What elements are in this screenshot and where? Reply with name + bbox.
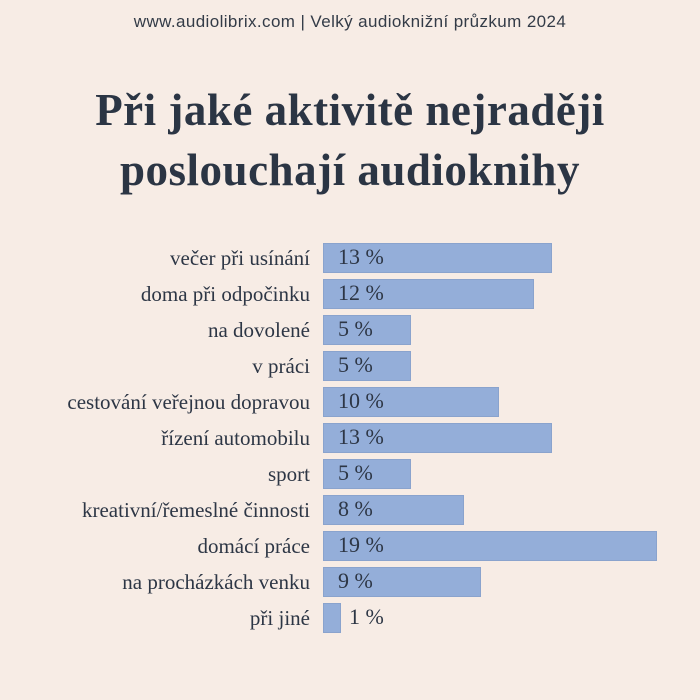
bar-value-label: 13 %: [338, 243, 384, 269]
bar-row-label: na procházkách venku: [122, 569, 310, 594]
header-text: www.audiolibrix.com | Velký audioknižní průzkum 2024: [133, 12, 567, 31]
bar-row-label: doma při odpočinku: [140, 281, 310, 306]
bar-track: [323, 243, 700, 273]
bar-row: [0, 312, 700, 348]
bar-row-label: sport: [268, 461, 310, 486]
bar-row: [0, 456, 700, 492]
bar-track: [323, 279, 700, 309]
bar-row: [0, 240, 700, 276]
bar-track: [323, 495, 700, 525]
bar-track: [323, 387, 700, 417]
bar-row: [0, 564, 700, 600]
bar-row-label: večer při usínání: [170, 245, 310, 270]
bar-row-label: na dovolené: [207, 317, 310, 342]
bar-value-label: 1 %: [349, 603, 384, 629]
bar-value-label: 9 %: [338, 567, 373, 593]
bar-row: [0, 348, 700, 384]
bar-row-label: domácí práce: [197, 533, 310, 558]
bar-row-label: v práci: [252, 353, 310, 378]
bar-value-label: 19 %: [338, 531, 384, 557]
bar-row: [0, 276, 700, 312]
bar-value-label: 8 %: [338, 495, 373, 521]
page-title: [0, 80, 700, 200]
bar-track: [323, 603, 700, 633]
bar-track: [323, 315, 700, 345]
bar-value-label: 10 %: [338, 387, 384, 413]
bar-row: [0, 384, 700, 420]
title-line-2: poslouchají audioknihy: [120, 145, 580, 195]
bar-row-label: kreativní/řemeslné činnosti: [81, 497, 310, 522]
bar: [323, 603, 341, 633]
bar-row: [0, 528, 700, 564]
bar-track: [323, 423, 700, 453]
bar-value-label: 5 %: [338, 315, 373, 341]
bar-row: [0, 420, 700, 456]
title-line-1: Při jaké aktivitě nejraději: [95, 85, 605, 135]
bar-chart: [0, 240, 700, 636]
bar-row-label: při jiné: [249, 605, 310, 630]
bar-value-label: 12 %: [338, 279, 384, 305]
bar-row: [0, 600, 700, 636]
bar-value-label: 5 %: [338, 459, 373, 485]
bar-row-label: řízení automobilu: [161, 425, 310, 450]
bar-row: [0, 492, 700, 528]
bar-track: [323, 459, 700, 489]
header: [0, 0, 700, 32]
bar-track: [323, 531, 700, 561]
bar-track: [323, 351, 700, 381]
bar-track: [323, 567, 700, 597]
bar-row-label: cestování veřejnou dopravou: [67, 389, 310, 414]
bar-value-label: 13 %: [338, 423, 384, 449]
bar-value-label: 5 %: [338, 351, 373, 377]
